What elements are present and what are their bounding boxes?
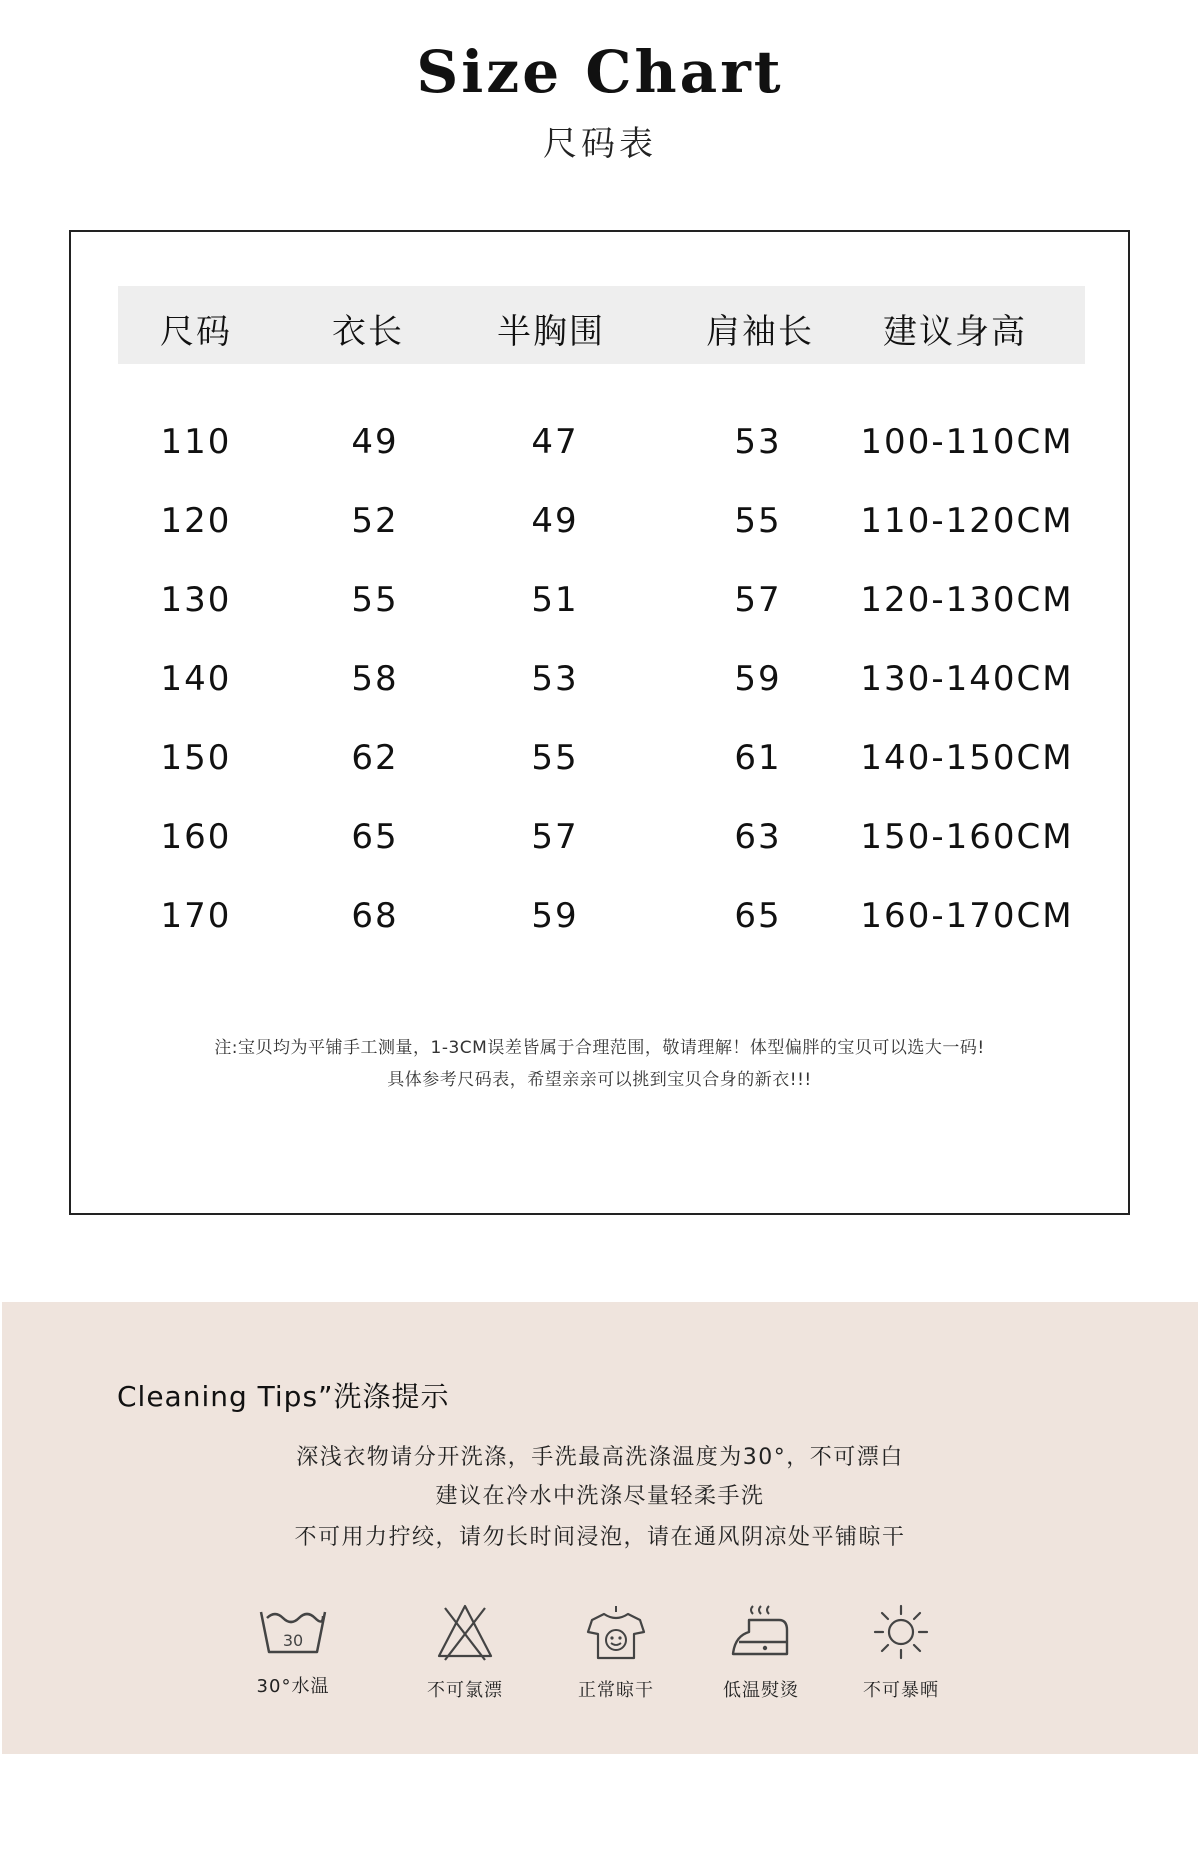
table-row: [71, 501, 1128, 561]
cell-length: 49: [351, 422, 399, 462]
cell-size: 140: [160, 659, 232, 699]
cell-half-chest: 51: [531, 580, 579, 620]
page-subtitle: 尺码表: [543, 124, 657, 164]
page-title: Size Chart: [416, 38, 784, 106]
cell-length: 58: [351, 659, 399, 699]
cell-size: 150: [160, 738, 232, 778]
table-row: [71, 659, 1128, 719]
care-item-no-sun: [831, 1602, 971, 1702]
cell-half-chest: 57: [531, 817, 579, 857]
cell-half-chest: 49: [531, 501, 579, 541]
cell-shoulder-sleeve: 55: [734, 501, 782, 541]
cell-length: 62: [351, 738, 399, 778]
care-label-low-iron: 低温熨烫: [723, 1680, 799, 1701]
cell-shoulder-sleeve: 57: [734, 580, 782, 620]
care-label-wash-30: 30°水温: [256, 1676, 330, 1697]
header-shoulder-sleeve: 肩袖长: [706, 312, 814, 352]
header-size: 尺码: [160, 312, 232, 352]
cell-size: 120: [160, 501, 232, 541]
measurement-note-line-2: 具体参考尺码表，希望亲亲可以挑到宝贝合身的新衣!!!: [387, 1070, 812, 1090]
wash-30-icon: [257, 1602, 329, 1658]
care-item-normal-dry: [546, 1602, 686, 1702]
cell-half-chest: 53: [531, 659, 579, 699]
normal-dry-icon: [584, 1602, 648, 1662]
table-row: [71, 738, 1128, 798]
care-label-no-sun: 不可暴晒: [863, 1680, 939, 1701]
cell-shoulder-sleeve: 59: [734, 659, 782, 699]
cell-length: 65: [351, 817, 399, 857]
cell-height: 120-130CM: [860, 580, 1074, 620]
cell-half-chest: 59: [531, 896, 579, 936]
table-header: [118, 286, 1085, 364]
cell-height: 160-170CM: [860, 896, 1074, 936]
cleaning-tip-line-1: 深浅衣物请分开洗涤，手洗最高洗涤温度为30°，不可漂白: [296, 1445, 904, 1470]
cell-size: 110: [160, 422, 232, 462]
table-row: [71, 896, 1128, 956]
cell-size: 130: [160, 580, 232, 620]
cell-height: 140-150CM: [860, 738, 1074, 778]
cell-size: 170: [160, 896, 232, 936]
cell-height: 150-160CM: [860, 817, 1074, 857]
no-bleach-icon: [435, 1602, 495, 1662]
cleaning-tips-title: Cleaning Tips”洗涤提示: [117, 1380, 450, 1413]
table-row: [71, 580, 1128, 640]
cell-shoulder-sleeve: 53: [734, 422, 782, 462]
cell-half-chest: 47: [531, 422, 579, 462]
cell-size: 160: [160, 817, 232, 857]
cell-shoulder-sleeve: 65: [734, 896, 782, 936]
header-half-chest: 半胸围: [497, 312, 605, 352]
size-chart-box: [69, 230, 1130, 1215]
care-label-normal-dry: 正常晾干: [578, 1680, 654, 1701]
care-item-wash-30: [223, 1602, 363, 1698]
table-row: [71, 817, 1128, 877]
wash-temperature-number: 30: [282, 1631, 304, 1650]
low-iron-icon: [729, 1602, 793, 1662]
cleaning-tip-line-2: 建议在冷水中洗涤尽量轻柔手洗: [435, 1484, 765, 1509]
cell-height: 130-140CM: [860, 659, 1074, 699]
cell-half-chest: 55: [531, 738, 579, 778]
cell-height: 110-120CM: [860, 501, 1074, 541]
cell-length: 55: [351, 580, 399, 620]
cell-shoulder-sleeve: 61: [734, 738, 782, 778]
cell-length: 52: [351, 501, 399, 541]
cleaning-tip-line-3: 不可用力拧绞，请勿长时间浸泡，请在通风阴凉处平铺晾干: [294, 1525, 906, 1550]
cell-shoulder-sleeve: 63: [734, 817, 782, 857]
cell-height: 100-110CM: [860, 422, 1074, 462]
cleaning-tips-section: [2, 1302, 1198, 1754]
header-length: 衣长: [332, 312, 404, 352]
care-label-no-bleach: 不可氯漂: [427, 1680, 503, 1701]
care-item-no-bleach: [395, 1602, 535, 1702]
cell-length: 68: [351, 896, 399, 936]
table-row: [71, 422, 1128, 482]
measurement-note-line-1: 注:宝贝均为平铺手工测量，1-3CM误差皆属于合理范围，敬请理解！体型偏胖的宝贝可以选大一码!: [214, 1038, 985, 1058]
care-item-low-iron: [691, 1602, 831, 1702]
header-recommended-height: 建议身高: [883, 312, 1027, 352]
no-sun-icon: [871, 1602, 931, 1662]
